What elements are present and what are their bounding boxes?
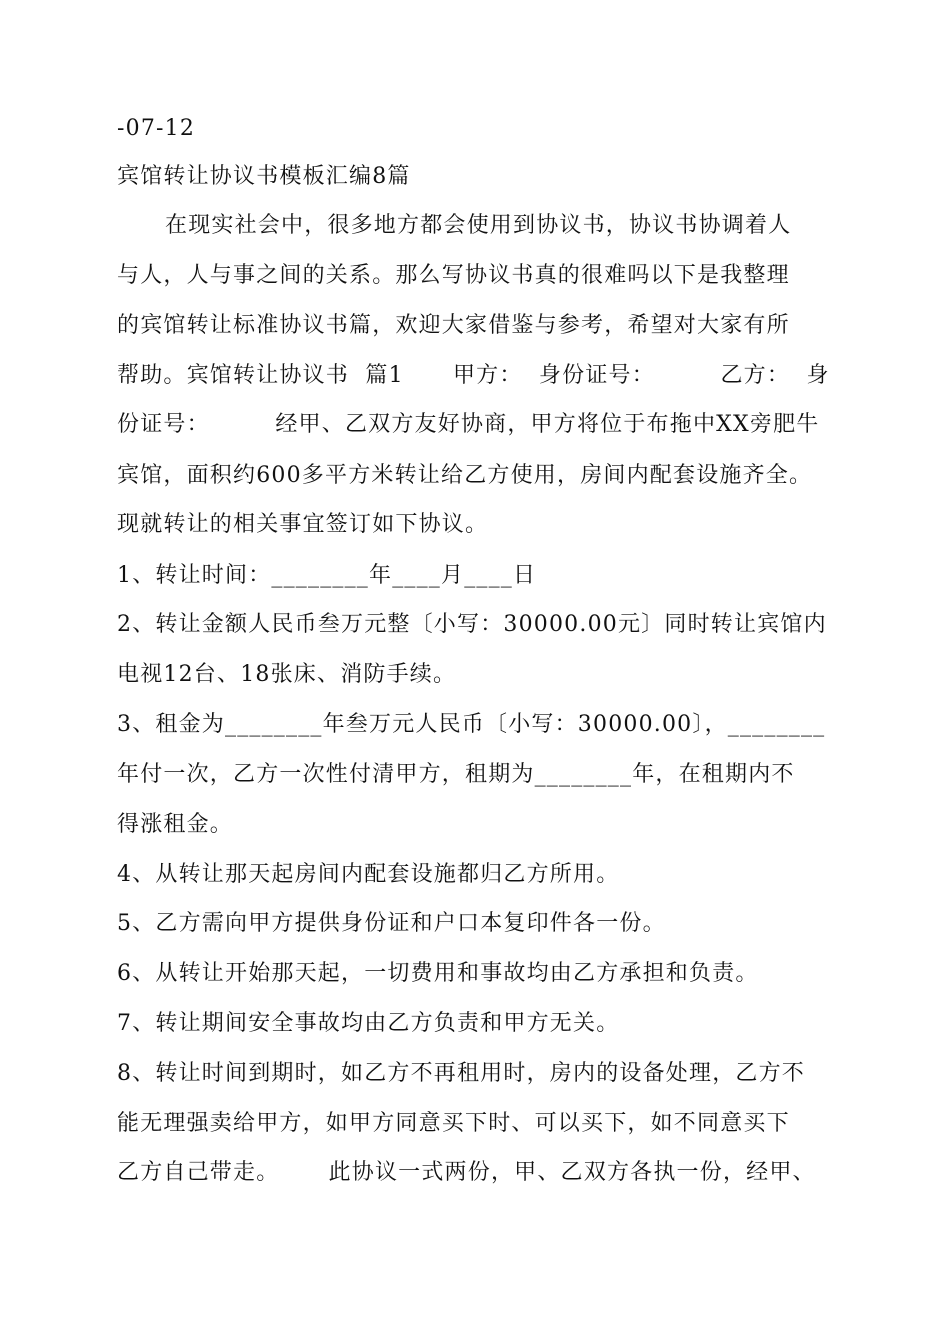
paragraph-line: 现就转让的相关事宜签订如下协议。: [117, 512, 489, 537]
paragraph-line: 与人，人与事之间的关系。那么写协议书真的很难吗以下是我整理: [117, 263, 790, 288]
paragraph-line: 份证号： 经甲、乙双方友好协商，甲方将位于布拖中XX旁肥牛: [117, 412, 820, 437]
clause-2-continued: 电视12台、18张床、消防手续。: [117, 662, 457, 687]
clause-4: 4、从转让那天起房间内配套设施都归乙方所用。: [117, 862, 620, 887]
clause-8: 8、转让时间到期时，如乙方不再租用时，房内的设备处理，乙方不: [117, 1061, 805, 1086]
paragraph-line: 宾馆，面积约600多平方米转让给乙方使用，房间内配套设施齐全。: [117, 463, 813, 488]
clause-3: 3、租金为________年叁万元人民币〔小写：30000.00〕，________: [117, 712, 826, 737]
document-title: 宾馆转让协议书模板汇编8篇: [117, 164, 411, 189]
paragraph-line: 的宾馆转让标准协议书篇，欢迎大家借鉴与参考，希望对大家有所: [117, 313, 790, 338]
paragraph-line: 在现实社会中，很多地方都会使用到协议书，协议书协调着人: [165, 213, 792, 238]
clause-5: 5、乙方需向甲方提供身份证和户口本复印件各一份。: [117, 911, 666, 936]
clause-2: 2、转让金额人民币叁万元整〔小写：30000.00元〕同时转让宾馆内: [117, 612, 827, 637]
clause-7: 7、转让期间安全事故均由乙方负责和甲方无关。: [117, 1011, 620, 1036]
clause-3-continued: 得涨租金。: [117, 812, 234, 837]
clause-8-continued: 乙方自己带走。 此协议一式两份，甲、乙双方各执一份，经甲、: [117, 1160, 816, 1185]
paragraph-line: 帮助。宾馆转让协议书 篇1 甲方： 身份证号： 乙方： 身: [117, 363, 830, 388]
clause-6: 6、从转让开始那天起，一切费用和事故均由乙方承担和负责。: [117, 961, 759, 986]
clause-1: 1、转让时间：________年____月____日: [117, 563, 537, 588]
document-date: -07-12: [117, 116, 196, 141]
clause-8-continued: 能无理强卖给甲方，如甲方同意买下时、可以买下，如不同意买下: [117, 1111, 790, 1136]
clause-3-continued: 年付一次，乙方一次性付清甲方，租期为________年，在租期内不: [117, 762, 795, 787]
